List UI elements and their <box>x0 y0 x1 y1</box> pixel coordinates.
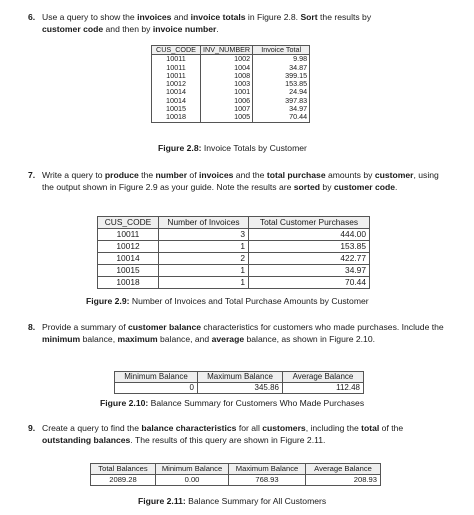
table-row <box>152 113 310 122</box>
table-cell: 70.44 <box>253 113 310 122</box>
table-cell: 1001 <box>201 88 253 96</box>
question-text: Use a query to show the invoices and invoice totals in Figure 2.8. Sort the results by customer code and then by invoice number. <box>42 12 372 35</box>
figure-2-10-caption: Figure 2.10: Balance Summary for Customers Who Made Purchases <box>100 398 365 408</box>
table-cell: 345.86 <box>198 383 283 394</box>
table-cell: 422.77 <box>249 253 370 265</box>
column-header: INV_NUMBER <box>201 46 253 55</box>
table-cell: 444.00 <box>249 229 370 241</box>
figure-2-11-table <box>90 463 381 486</box>
table-cell: 9.98 <box>253 55 310 64</box>
question-9 <box>28 422 444 446</box>
column-header: Average Balance <box>306 464 381 475</box>
table-cell: 10014 <box>98 253 159 265</box>
table-cell: 1004 <box>201 64 253 72</box>
table-cell: 34.87 <box>253 64 310 72</box>
table-cell: 24.94 <box>253 88 310 96</box>
table-cell: 2089.28 <box>91 475 156 486</box>
column-header: Number of Invoices <box>159 217 249 229</box>
table-cell: 10018 <box>152 113 201 122</box>
column-header: Maximum Balance <box>198 372 283 383</box>
figure-2-9-caption: Figure 2.9: Number of Invoices and Total Purchase Amounts by Customer <box>86 296 369 306</box>
table-cell: 10011 <box>152 55 201 64</box>
column-header: Average Balance <box>283 372 364 383</box>
table-cell: 397.83 <box>253 97 310 105</box>
table-cell: 208.93 <box>306 475 381 486</box>
table-cell: 10012 <box>152 80 201 88</box>
column-header: Minimum Balance <box>115 372 198 383</box>
question-text: Write a query to produce the number of invoices and the total purchase amounts by customer, using the output shown in Figure 2.9 as your guide. Note the results are sorted by customer code. <box>42 170 439 193</box>
table-cell: 34.97 <box>253 105 310 113</box>
table-row <box>98 277 370 289</box>
table-cell: 1007 <box>201 105 253 113</box>
question-number: 9. <box>28 423 36 433</box>
figure-2-10-table <box>114 371 364 394</box>
table-cell: 10015 <box>98 265 159 277</box>
table-cell: 153.85 <box>253 80 310 88</box>
table-header-row <box>98 217 370 229</box>
question-number: 6. <box>28 12 36 22</box>
column-header: Invoice Total <box>253 46 310 55</box>
table-cell: 10018 <box>98 277 159 289</box>
table-cell: 1 <box>159 265 249 277</box>
column-header: CUS_CODE <box>152 46 201 55</box>
table-cell: 3 <box>159 229 249 241</box>
table-row <box>98 229 370 241</box>
question-text: Create a query to find the balance characteristics for all customers, including the total of the outstanding balances. The results of this query are shown in Figure 2.11. <box>42 423 404 446</box>
question-number: 7. <box>28 170 36 180</box>
table-cell: 112.48 <box>283 383 364 394</box>
table-header-row <box>115 372 364 383</box>
table-row <box>91 475 381 486</box>
table-cell: 1 <box>159 277 249 289</box>
question-text: Provide a summary of customer balance characteristics for customers who made purchases. Include the minimum balance, maximum balance, and average balance, as shown in Figure 2.10. <box>42 322 444 345</box>
table-cell: 0 <box>115 383 198 394</box>
figure-2-9-table <box>97 216 370 289</box>
table-row <box>98 265 370 277</box>
table-cell: 0.00 <box>156 475 229 486</box>
question-7 <box>28 169 444 193</box>
table-cell: 1002 <box>201 55 253 64</box>
column-header: Minimum Balance <box>156 464 229 475</box>
figure-2-8-table <box>151 45 310 123</box>
table-cell: 2 <box>159 253 249 265</box>
table-cell: 70.44 <box>249 277 370 289</box>
table-cell: 768.93 <box>229 475 306 486</box>
column-header: Total Balances <box>91 464 156 475</box>
table-cell: 1 <box>159 241 249 253</box>
question-number: 8. <box>28 322 36 332</box>
table-cell: 1003 <box>201 80 253 88</box>
figure-2-11-caption: Figure 2.11: Balance Summary for All Customers <box>138 496 327 506</box>
question-8 <box>28 321 444 345</box>
table-cell: 34.97 <box>249 265 370 277</box>
table-cell: 10011 <box>152 72 201 80</box>
table-cell: 1006 <box>201 97 253 105</box>
table-cell: 1008 <box>201 72 253 80</box>
table-header-row <box>91 464 381 475</box>
table-row <box>115 383 364 394</box>
column-header: Total Customer Purchases <box>249 217 370 229</box>
table-cell: 10012 <box>98 241 159 253</box>
column-header: CUS_CODE <box>98 217 159 229</box>
figure-2-8-caption: Figure 2.8: Invoice Totals by Customer <box>158 143 307 153</box>
table-cell: 10014 <box>152 88 201 96</box>
table-cell: 399.15 <box>253 72 310 80</box>
table-cell: 10014 <box>152 97 201 105</box>
table-row <box>98 253 370 265</box>
table-cell: 10011 <box>152 64 201 72</box>
column-header: Maximum Balance <box>229 464 306 475</box>
question-6 <box>28 11 444 35</box>
table-cell: 10011 <box>98 229 159 241</box>
table-cell: 10015 <box>152 105 201 113</box>
table-row <box>98 241 370 253</box>
table-cell: 1005 <box>201 113 253 122</box>
table-cell: 153.85 <box>249 241 370 253</box>
